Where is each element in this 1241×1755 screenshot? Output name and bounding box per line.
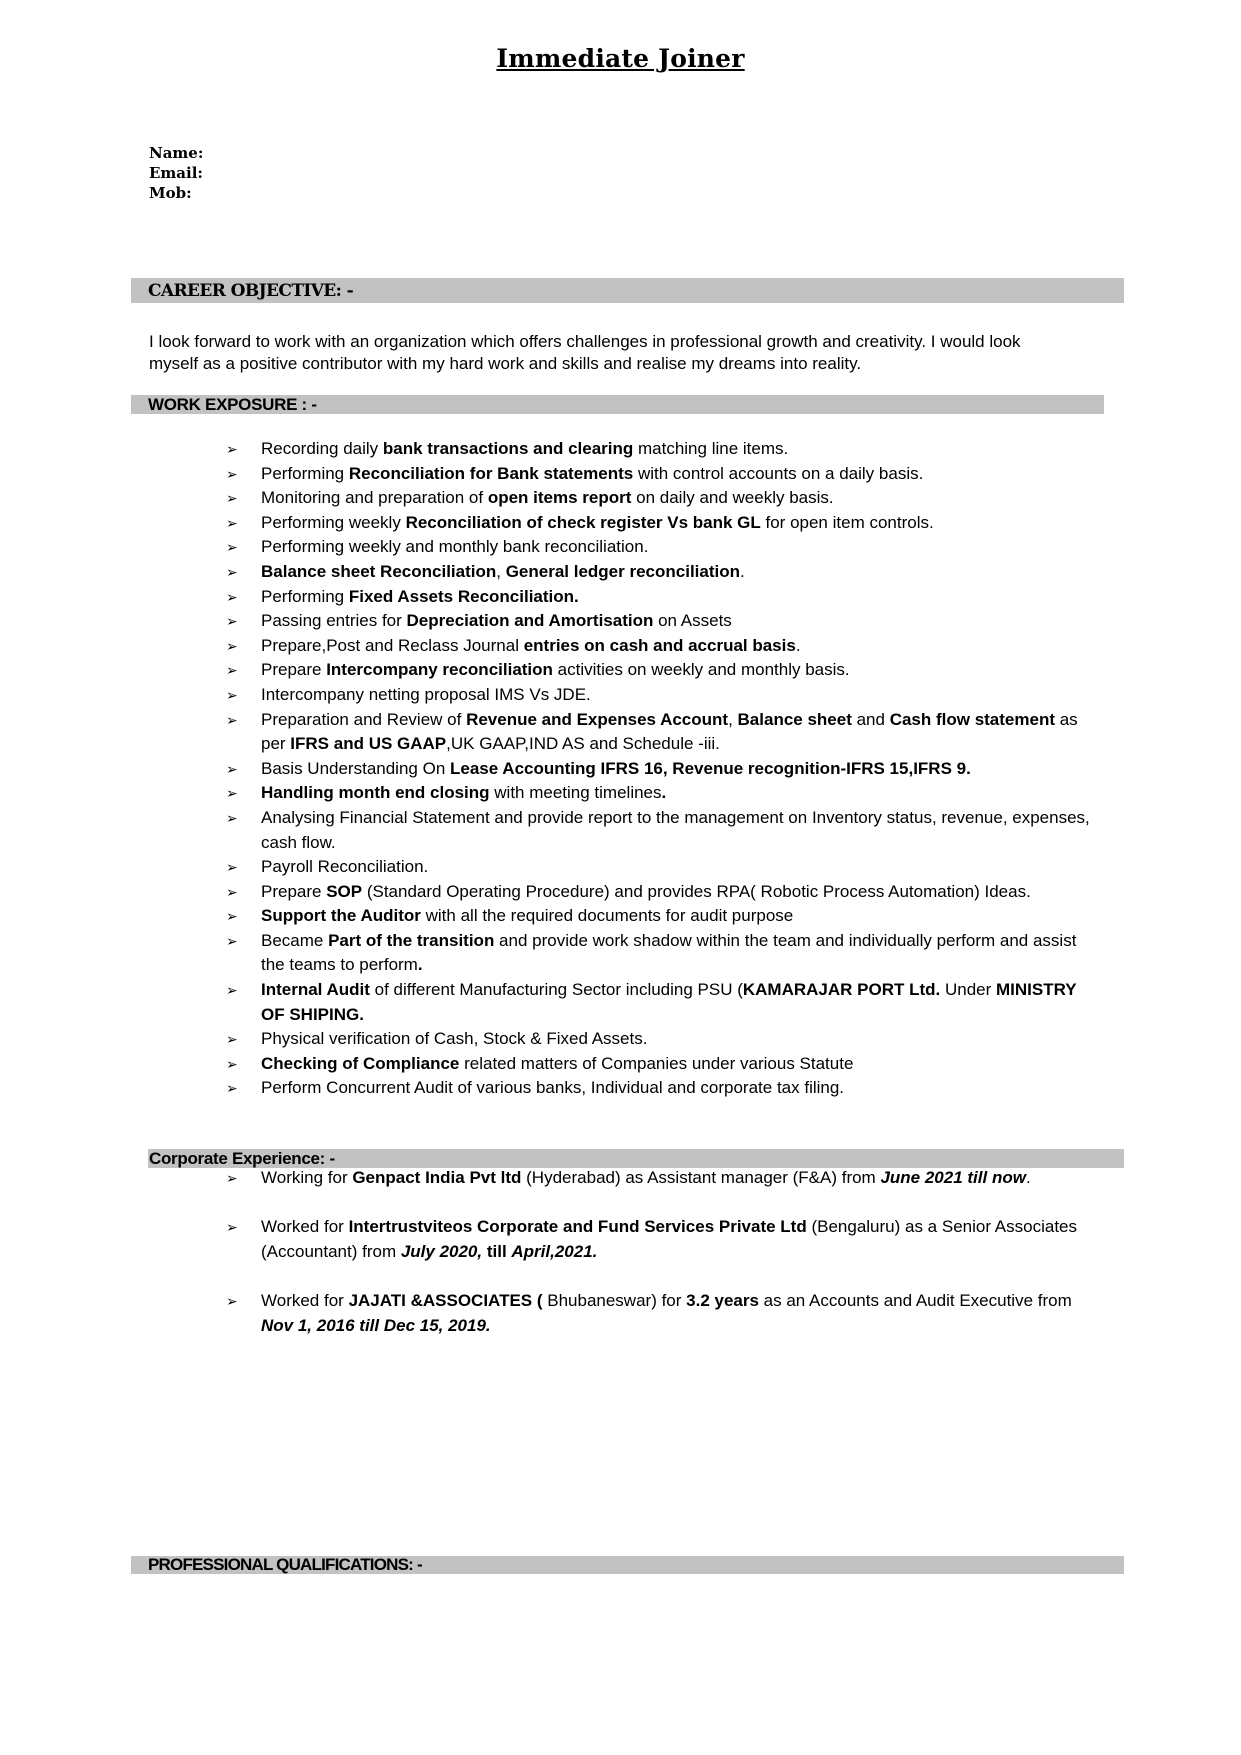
text-segment: ,UK GAAP,IND AS and Schedule -iii. bbox=[446, 734, 720, 754]
text-segment: Passing entries for bbox=[261, 611, 407, 631]
work-exposure-item bbox=[226, 1052, 1096, 1077]
text-segment: for open item controls. bbox=[760, 512, 934, 532]
work-exposure-item bbox=[226, 708, 1096, 757]
arrow-bullet-icon: ➢ bbox=[226, 1055, 238, 1072]
work-exposure-item bbox=[226, 904, 1096, 929]
career-objective-heading-text: CAREER OBJECTIVE: - bbox=[148, 281, 354, 301]
work-exposure-item bbox=[226, 486, 1096, 511]
bold-text-segment: open items report bbox=[487, 488, 632, 508]
arrow-bullet-icon: ➢ bbox=[226, 1170, 238, 1186]
text-segment: Performing bbox=[261, 463, 349, 483]
bold-text-segment: General ledger reconciliation bbox=[505, 561, 741, 581]
text-segment: and bbox=[851, 709, 890, 729]
text-segment: with meeting timelines bbox=[489, 783, 662, 803]
text-segment: as an Accounts and Audit Executive from bbox=[758, 1290, 1072, 1310]
arrow-bullet-icon: ➢ bbox=[226, 539, 238, 556]
arrow-bullet-icon: ➢ bbox=[226, 637, 238, 654]
arrow-bullet-icon: ➢ bbox=[226, 514, 238, 531]
text-segment: Intercompany netting proposal IMS Vs JDE. bbox=[261, 684, 591, 704]
arrow-bullet-icon: ➢ bbox=[226, 662, 238, 679]
arrow-bullet-icon: ➢ bbox=[226, 1292, 238, 1309]
bold-text-segment: SOP bbox=[326, 881, 363, 901]
text-segment: Prepare,Post and Reclass Journal bbox=[261, 635, 524, 655]
text-segment: , bbox=[728, 709, 738, 729]
career-objective-text bbox=[149, 331, 1129, 375]
bold-text-segment: Intertrustviteos Corporate and Fund Services Private Ltd bbox=[348, 1217, 807, 1237]
bold-text-segment: Fixed Assets Reconciliation. bbox=[348, 586, 579, 606]
bold-text-segment: Nov 1, 2016 till Dec 15, 2019. bbox=[261, 1315, 491, 1335]
bold-text-segment: June 2021 till now bbox=[880, 1168, 1026, 1187]
work-exposure-item bbox=[226, 683, 1096, 708]
arrow-bullet-icon: ➢ bbox=[226, 711, 238, 728]
work-exposure-item bbox=[226, 929, 1096, 978]
work-exposure-item bbox=[226, 609, 1096, 634]
arrow-bullet-icon: ➢ bbox=[226, 760, 238, 777]
work-exposure-item bbox=[226, 658, 1096, 683]
work-exposure-item bbox=[226, 757, 1096, 782]
work-exposure-heading bbox=[131, 395, 1104, 414]
text-segment: on Assets bbox=[653, 611, 732, 631]
contact-name-label: Name: bbox=[149, 144, 204, 162]
corporate-experience-item bbox=[226, 1215, 1096, 1264]
bold-text-segment: Depreciation and Amortisation bbox=[406, 611, 654, 631]
arrow-bullet-icon: ➢ bbox=[226, 441, 238, 457]
work-exposure-item bbox=[226, 560, 1096, 585]
text-segment: Recording daily bbox=[261, 439, 383, 458]
arrow-bullet-icon: ➢ bbox=[226, 859, 238, 876]
text-segment: Worked for bbox=[261, 1290, 349, 1310]
work-exposure-item bbox=[226, 1027, 1096, 1052]
professional-qualifications-heading-text: PROFESSIONAL QUALIFICATIONS: - bbox=[148, 1555, 422, 1574]
bold-text-segment: MINISTRY OF SHIPING. bbox=[261, 980, 1077, 1024]
text-segment: Physical verification of Cash, Stock & Fixed Assets. bbox=[261, 1029, 648, 1049]
text-segment: Payroll Reconciliation. bbox=[261, 857, 429, 877]
bold-text-segment: Checking of Compliance bbox=[261, 1053, 460, 1073]
corporate-experience-item bbox=[226, 1166, 1096, 1191]
work-exposure-item bbox=[226, 634, 1096, 659]
work-exposure-heading-text: WORK EXPOSURE : - bbox=[148, 395, 317, 414]
text-segment: (Hyderabad) as Assistant manager (F&A) from bbox=[521, 1168, 881, 1187]
text-segment: Perform Concurrent Audit of various banks, Individual and corporate tax filing. bbox=[261, 1078, 845, 1098]
bold-text-segment: April,2021. bbox=[511, 1241, 598, 1261]
work-exposure-item bbox=[226, 880, 1096, 905]
text-segment: . bbox=[795, 635, 801, 655]
bold-text-segment: Part of the transition bbox=[328, 930, 495, 950]
text-segment: Preparation and Review of bbox=[261, 709, 467, 729]
arrow-bullet-icon: ➢ bbox=[226, 883, 238, 900]
bold-text-segment: . bbox=[661, 783, 667, 803]
arrow-bullet-icon: ➢ bbox=[226, 563, 238, 580]
text-segment: of different Manufacturing Sector including PSU ( bbox=[369, 980, 743, 1000]
bold-text-segment: Revenue and Expenses Account bbox=[466, 709, 729, 729]
bold-text-segment: 3.2 years bbox=[686, 1290, 759, 1310]
bold-text-segment: Reconciliation for Bank statements bbox=[348, 463, 634, 483]
corporate-experience-list bbox=[226, 1166, 1096, 1363]
career-objective-heading bbox=[131, 278, 1124, 303]
work-exposure-item bbox=[226, 585, 1096, 610]
work-exposure-list bbox=[226, 437, 1096, 1101]
arrow-bullet-icon: ➢ bbox=[226, 809, 238, 826]
text-segment: on daily and weekly basis. bbox=[631, 488, 834, 508]
arrow-bullet-icon: ➢ bbox=[226, 908, 238, 925]
text-segment: Became bbox=[261, 930, 329, 950]
arrow-bullet-icon: ➢ bbox=[226, 1080, 238, 1097]
text-segment: Performing bbox=[261, 586, 349, 606]
text-segment: activities on weekly and monthly basis. bbox=[552, 660, 850, 680]
text-segment: Performing weekly bbox=[261, 512, 406, 532]
bold-text-segment: entries on cash and accrual basis bbox=[523, 635, 796, 655]
text-segment: with all the required documents for audit purpose bbox=[420, 906, 794, 926]
objective-line-1: I look forward to work with an organization which offers challenges in professional growth and creativity. I would look bbox=[149, 332, 1021, 351]
bold-text-segment: Reconciliation of check register Vs bank GL bbox=[405, 512, 761, 532]
text-segment: . bbox=[740, 561, 745, 581]
bold-text-segment: Cash flow statement bbox=[889, 709, 1055, 729]
arrow-bullet-icon: ➢ bbox=[226, 588, 238, 605]
bold-text-segment: July 2020, bbox=[400, 1241, 483, 1261]
text-segment: , bbox=[496, 561, 506, 581]
bold-text-segment: . bbox=[417, 955, 423, 975]
text-segment: (Bengaluru) as a Senior Associates (Accountant) from bbox=[261, 1217, 1077, 1261]
corporate-experience-item bbox=[226, 1289, 1096, 1338]
arrow-bullet-icon: ➢ bbox=[226, 785, 238, 802]
bold-text-segment: Balance sheet Reconciliation bbox=[261, 561, 497, 581]
bold-text-segment: Genpact India Pvt ltd bbox=[352, 1168, 522, 1187]
page-title: Immediate Joiner bbox=[496, 44, 745, 73]
bold-text-segment: bank transactions and clearing bbox=[382, 439, 634, 458]
bold-text-segment: till bbox=[482, 1241, 512, 1261]
text-segment: Worked for bbox=[261, 1217, 349, 1237]
text-segment: Working for bbox=[261, 1168, 353, 1187]
bold-text-segment: Intercompany reconciliation bbox=[326, 660, 553, 680]
text-segment: with control accounts on a daily basis. bbox=[633, 463, 924, 483]
bold-text-segment: Support the Auditor bbox=[261, 906, 421, 926]
text-segment: Basis Understanding On bbox=[261, 758, 450, 778]
text-segment: matching line items. bbox=[633, 439, 789, 458]
text-segment: (Standard Operating Procedure) and provides RPA( Robotic Process Automation) Ideas. bbox=[362, 881, 1031, 901]
bold-text-segment: Balance sheet bbox=[737, 709, 852, 729]
text-segment: Prepare bbox=[261, 881, 327, 901]
bold-text-segment: Lease Accounting IFRS 16, Revenue recognition-IFRS 15,IFRS 9. bbox=[450, 758, 971, 778]
arrow-bullet-icon: ➢ bbox=[226, 1219, 238, 1236]
text-segment: related matters of Companies under various Statute bbox=[459, 1053, 854, 1073]
bold-text-segment: Handling month end closing bbox=[261, 783, 490, 803]
corporate-experience-heading-text: Corporate Experience: - bbox=[149, 1149, 335, 1168]
professional-qualifications-heading bbox=[131, 1556, 1124, 1574]
bold-text-segment: KAMARAJAR PORT Ltd. bbox=[742, 980, 941, 1000]
contact-mob-label: Mob: bbox=[149, 184, 192, 202]
bold-text-segment: Internal Audit bbox=[261, 980, 370, 1000]
arrow-bullet-icon: ➢ bbox=[226, 686, 238, 703]
work-exposure-item bbox=[226, 855, 1096, 880]
work-exposure-item bbox=[226, 535, 1096, 560]
arrow-bullet-icon: ➢ bbox=[226, 982, 238, 999]
text-segment: Monitoring and preparation of bbox=[261, 488, 488, 508]
bold-text-segment: JAJATI &ASSOCIATES ( bbox=[348, 1290, 543, 1310]
work-exposure-item bbox=[226, 978, 1096, 1027]
arrow-bullet-icon: ➢ bbox=[226, 1031, 238, 1048]
text-segment: and provide work shadow within the team and individually perform and assist the teams to perform bbox=[261, 930, 1077, 975]
arrow-bullet-icon: ➢ bbox=[226, 613, 238, 630]
text-segment: Prepare bbox=[261, 660, 327, 680]
text-segment: as per bbox=[261, 709, 1078, 754]
text-segment: Bhubaneswar) for bbox=[542, 1290, 687, 1310]
arrow-bullet-icon: ➢ bbox=[226, 465, 238, 482]
arrow-bullet-icon: ➢ bbox=[226, 932, 238, 949]
text-segment: Performing weekly and monthly bank reconciliation. bbox=[261, 537, 649, 557]
contact-email-label: Email: bbox=[149, 164, 203, 182]
work-exposure-item bbox=[226, 437, 1096, 462]
objective-line-2: myself as a positive contributor with my hard work and skills and realise my dreams into reality. bbox=[149, 354, 862, 373]
work-exposure-item bbox=[226, 1076, 1096, 1101]
text-segment: Under bbox=[940, 980, 997, 1000]
bold-text-segment: IFRS and US GAAP bbox=[290, 734, 447, 754]
work-exposure-item bbox=[226, 806, 1096, 855]
work-exposure-item bbox=[226, 462, 1096, 487]
work-exposure-item bbox=[226, 781, 1096, 806]
arrow-bullet-icon: ➢ bbox=[226, 490, 238, 507]
text-segment: Analysing Financial Statement and provide report to the management on Inventory status, revenue, expenses, cash flow. bbox=[261, 807, 1090, 852]
text-segment: . bbox=[1025, 1168, 1031, 1187]
work-exposure-item bbox=[226, 511, 1096, 536]
